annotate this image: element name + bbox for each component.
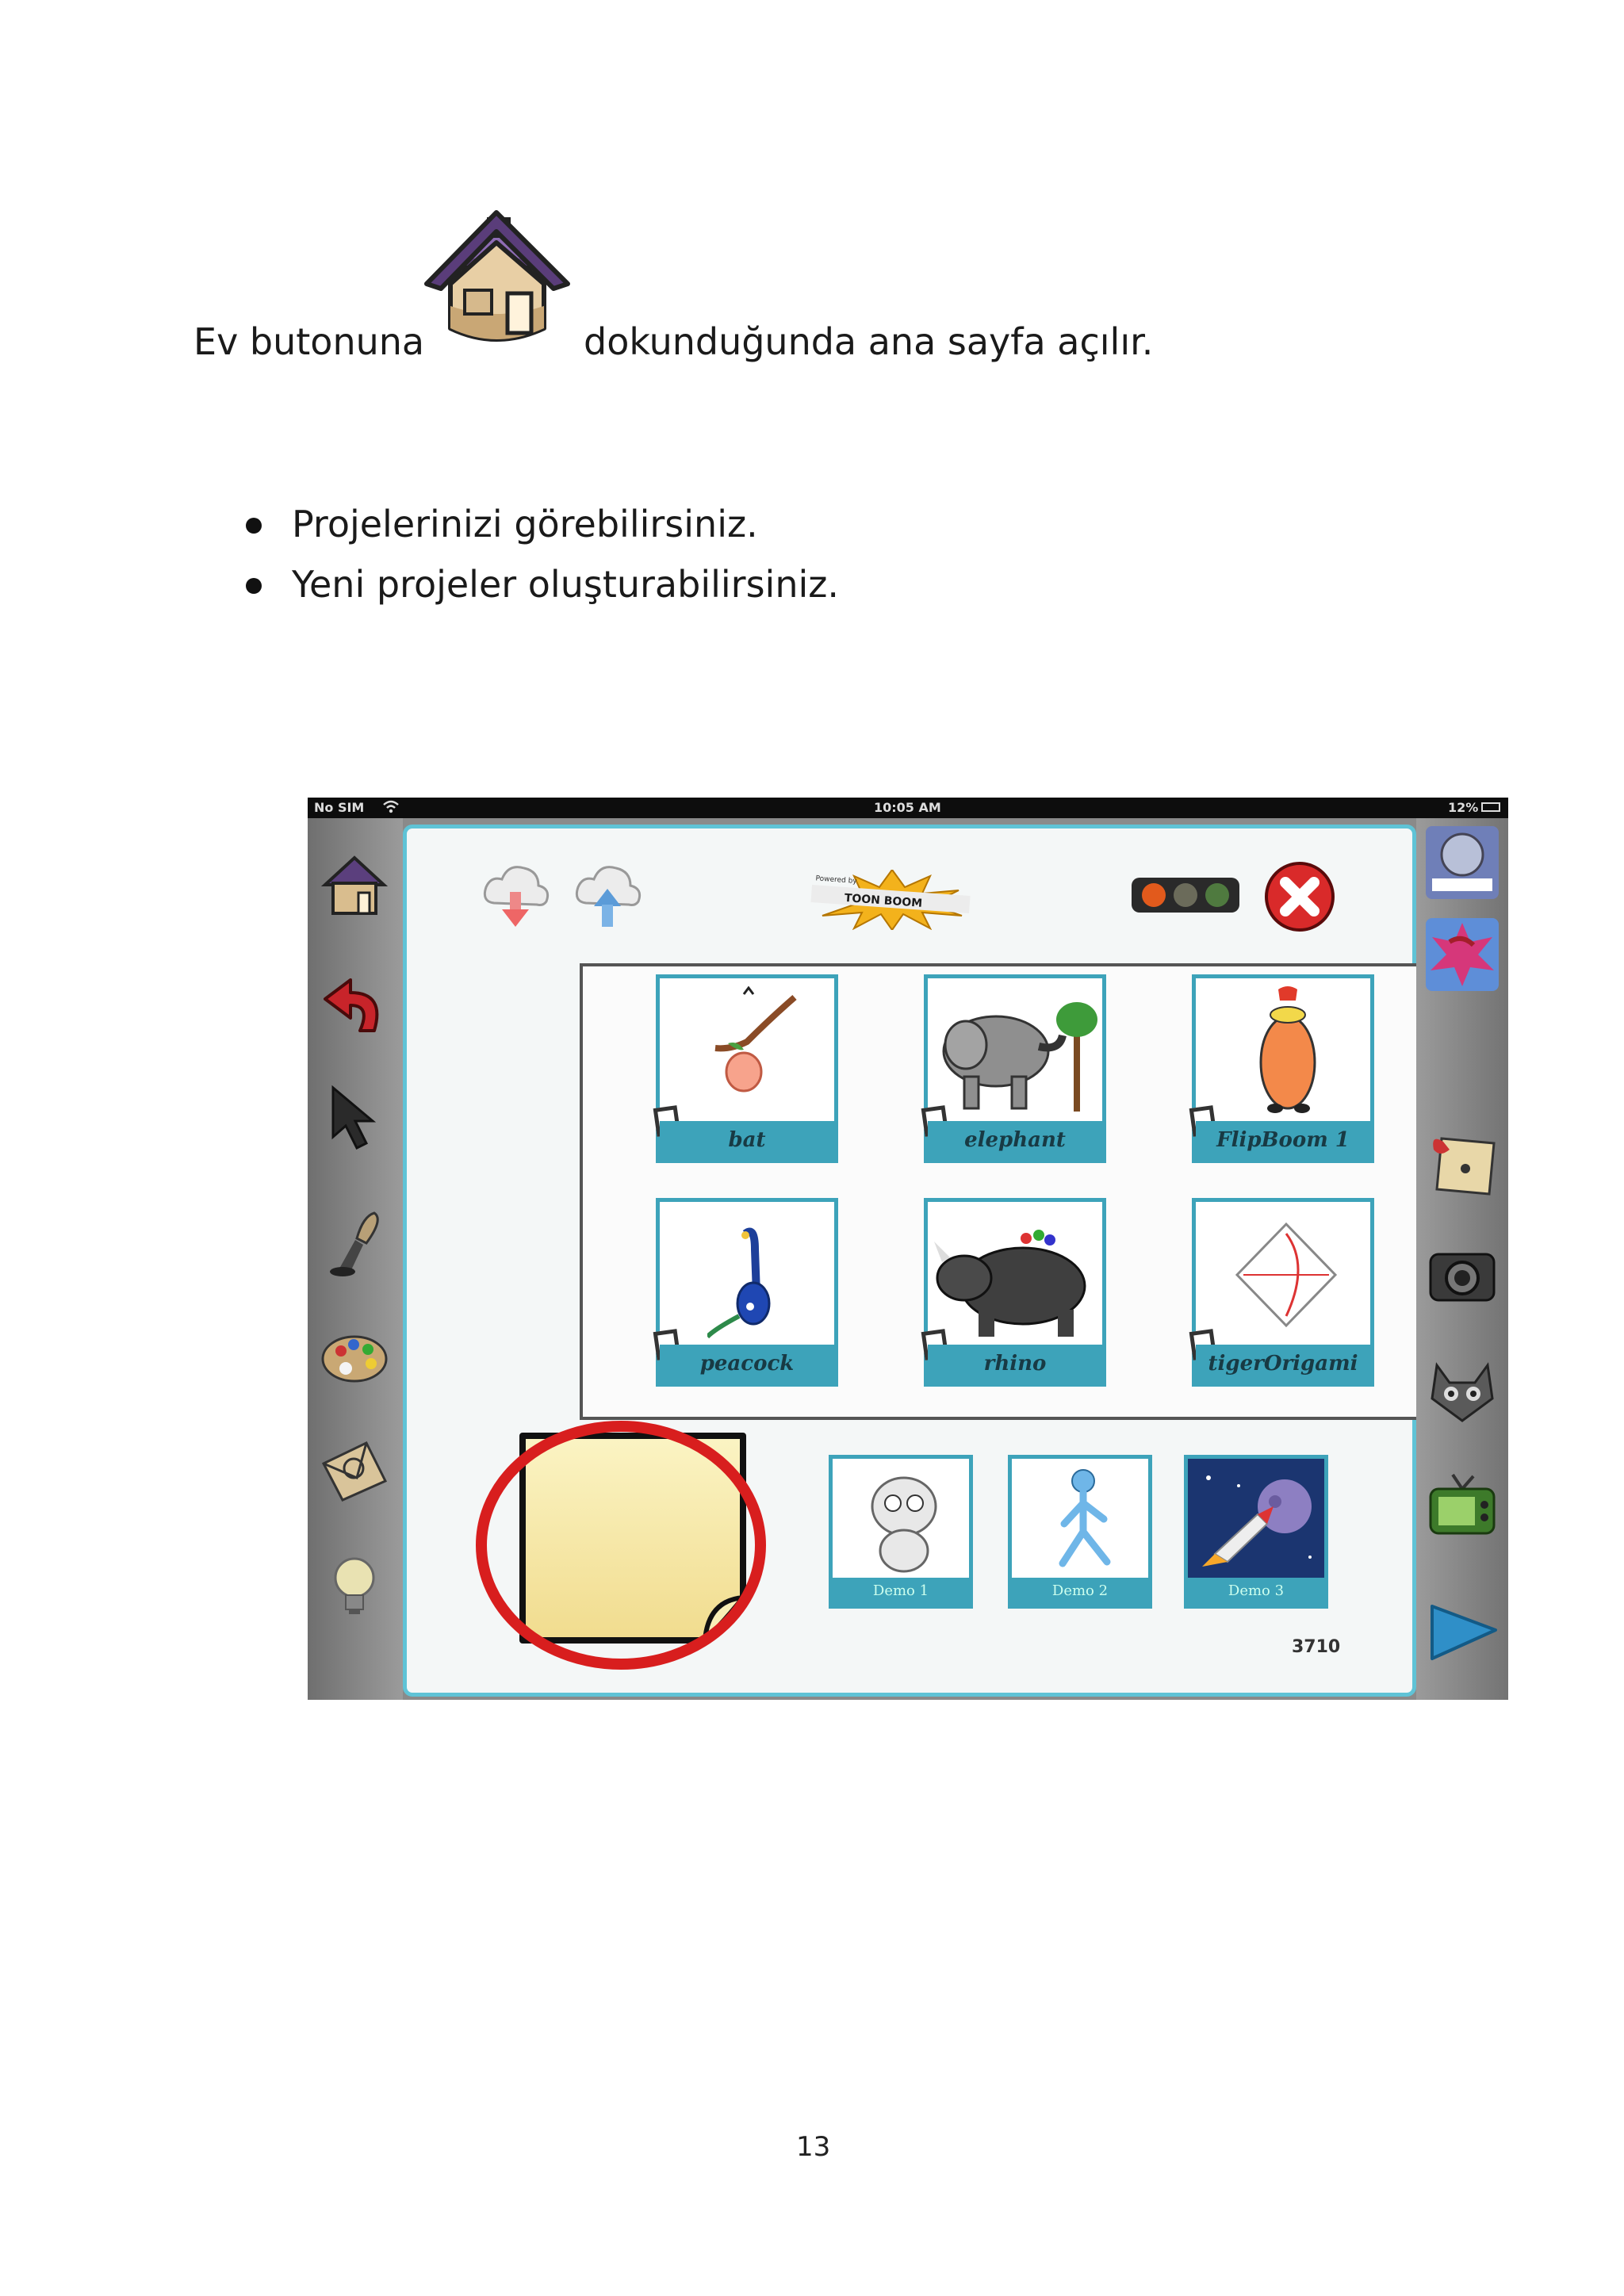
demo-tile-2[interactable] [1008,1455,1152,1609]
undo-icon[interactable] [319,969,390,1040]
lightbulb-icon[interactable] [319,1549,390,1621]
page-number: 13 [796,2131,831,2163]
camera-icon[interactable] [1426,1238,1499,1311]
right-toolbar [1416,818,1508,1700]
bullet-item-1: Projelerinizi görebilirsiniz. [292,503,758,545]
demo-label: Demo 1 [833,1578,969,1605]
highlight-circle [473,1415,772,1675]
intro-text-after: dokunduğunda ana sayfa açılır. [584,320,1154,363]
project-label: FlipBoom 1 [1196,1121,1370,1159]
brush-icon[interactable] [319,1208,390,1280]
clock-label: 10:05 AM [874,800,941,815]
demo-label: Demo 3 [1188,1578,1324,1605]
traffic-light-icon[interactable] [1130,873,1241,917]
project-tile-flipboom-1[interactable] [1192,974,1374,1163]
download-cloud-icon[interactable] [478,857,554,933]
intro-text-before: Ev butonuna [193,320,425,363]
sticky-note-icon[interactable] [1426,1126,1499,1199]
play-icon[interactable] [1426,1595,1499,1668]
project-tile-tigerorigami[interactable] [1192,1198,1374,1387]
palette-icon[interactable] [319,1321,390,1392]
projects-grid [580,963,1436,1420]
house-icon [412,195,580,354]
demo-tile-1[interactable] [829,1455,973,1609]
tv-icon[interactable] [1426,1470,1499,1543]
project-label: peacock [660,1345,834,1383]
bullet-dot [246,578,262,594]
project-tile-elephant[interactable] [924,974,1106,1163]
svg-text:Powered by: Powered by [815,874,857,886]
toon-boom-logo [803,870,981,930]
svg-text:TOON BOOM: TOON BOOM [844,891,923,910]
demo-label: Demo 2 [1012,1578,1148,1605]
envelope-icon[interactable] [319,1432,390,1503]
carrier-label: No SIM [314,800,365,815]
bullet-dot [246,518,262,534]
status-bar [308,798,1508,818]
pointer-icon[interactable] [319,1081,390,1153]
app-screenshot [308,798,1508,1700]
project-tile-peacock[interactable] [656,1198,838,1387]
cat-icon[interactable] [1426,1354,1499,1427]
project-tile-rhino[interactable] [924,1198,1106,1387]
avatar-icon[interactable] [1426,826,1499,899]
project-label: elephant [928,1121,1102,1159]
home-canvas [403,825,1416,1697]
left-toolbar [308,818,403,1700]
project-tile-bat[interactable] [656,974,838,1163]
bullet-item-2: Yeni projeler oluşturabilirsiniz. [292,563,840,606]
home-icon[interactable] [319,850,390,921]
demo-tile-3[interactable] [1184,1455,1328,1609]
wifi-icon [382,799,400,817]
frame-counter: 3710 [1292,1637,1341,1657]
upload-cloud-icon[interactable] [570,857,646,933]
project-label: rhino [928,1345,1102,1383]
battery-label: 12% [1448,800,1479,815]
boom-icon[interactable] [1426,918,1499,991]
project-label: tigerOrigami [1196,1345,1370,1383]
project-label: bat [660,1121,834,1159]
battery-icon [1481,802,1500,812]
close-icon[interactable] [1263,860,1336,933]
